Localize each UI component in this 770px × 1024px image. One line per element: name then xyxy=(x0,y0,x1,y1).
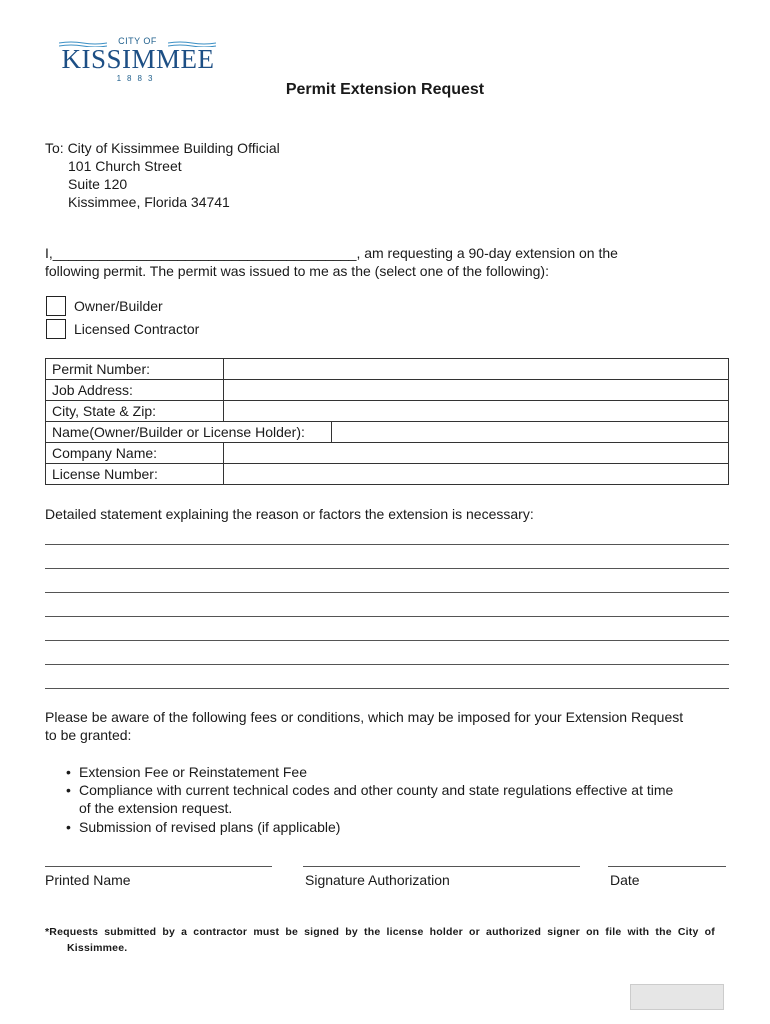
city-state-zip-label: City, State & Zip: xyxy=(46,401,224,422)
printed-name-label: Printed Name xyxy=(45,872,131,888)
printed-name-line[interactable] xyxy=(45,866,272,867)
request-line-1: I,_______________________________________, am requesting a 90-day extension on the xyxy=(45,245,618,261)
contractor-note-line-2: Kissimmee. xyxy=(67,942,128,954)
statement-line-2[interactable] xyxy=(45,568,729,569)
company-name-label: Company Name: xyxy=(46,443,224,464)
date-label: Date xyxy=(610,872,640,888)
owner-builder-checkbox[interactable] xyxy=(46,296,66,316)
address-suite: Suite 120 xyxy=(68,176,128,192)
page-title: Permit Extension Request xyxy=(285,81,485,98)
license-number-label: License Number: xyxy=(46,464,224,485)
license-number-field[interactable] xyxy=(224,464,729,485)
table-row xyxy=(46,464,729,485)
contractor-note-line-1: *Requests submitted by a contractor must be signed by the license holder or authorized signer on file with the City of xyxy=(45,926,715,938)
statement-line-4[interactable] xyxy=(45,616,729,617)
address-city: Kissimmee, Florida 34741 xyxy=(68,194,230,210)
statement-prompt: Detailed statement explaining the reason or factors the extension is necessary: xyxy=(45,506,534,522)
bullet-icon: • xyxy=(66,819,71,835)
statement-line-6[interactable] xyxy=(45,664,729,665)
fee-bullet-3: Submission of revised plans (if applicable) xyxy=(79,819,341,835)
signature-label: Signature Authorization xyxy=(305,872,450,888)
date-line[interactable] xyxy=(608,866,726,867)
fees-intro-line-2: to be granted: xyxy=(45,727,132,743)
logo-city-of: CITY OF xyxy=(118,36,157,46)
fee-bullet-2-line-2: of the extension request. xyxy=(79,800,233,816)
contractor-note xyxy=(45,924,730,956)
table-row xyxy=(46,359,729,380)
city-state-zip-field[interactable] xyxy=(224,401,729,422)
address-to: To: City of Kissimmee Building Official xyxy=(45,140,280,156)
holder-name-field[interactable] xyxy=(332,422,729,443)
table-row xyxy=(46,380,729,401)
request-line-2: following permit. The permit was issued to me as the (select one of the following): xyxy=(45,263,549,279)
owner-builder-label: Owner/Builder xyxy=(74,298,163,314)
table-row xyxy=(46,422,729,443)
fee-bullet-2-line-1: Compliance with current technical codes and other county and state regulations effective at time xyxy=(79,782,674,798)
address-street: 101 Church Street xyxy=(68,158,182,174)
permit-info-table xyxy=(45,358,729,485)
logo-name: KISSIMMEE xyxy=(61,44,215,74)
company-name-field[interactable] xyxy=(224,443,729,464)
statement-line-1[interactable] xyxy=(45,544,729,545)
page-navigation-box[interactable] xyxy=(630,984,724,1010)
table-row xyxy=(46,401,729,422)
licensed-contractor-label: Licensed Contractor xyxy=(74,321,200,337)
bullet-icon: • xyxy=(66,764,71,780)
table-row xyxy=(46,443,729,464)
job-address-field[interactable] xyxy=(224,380,729,401)
signature-line[interactable] xyxy=(303,866,580,867)
permit-number-field[interactable] xyxy=(224,359,729,380)
statement-line-7[interactable] xyxy=(45,688,729,689)
fee-bullet-1: Extension Fee or Reinstatement Fee xyxy=(79,764,308,780)
job-address-label: Job Address: xyxy=(46,380,224,401)
fees-intro-line-1: Please be aware of the following fees or conditions, which may be imposed for your Extension Request xyxy=(45,709,684,725)
logo-year: 1883 xyxy=(116,74,159,83)
statement-line-5[interactable] xyxy=(45,640,729,641)
bullet-icon: • xyxy=(66,782,71,798)
statement-line-3[interactable] xyxy=(45,592,729,593)
permit-number-label: Permit Number: xyxy=(46,359,224,380)
licensed-contractor-checkbox[interactable] xyxy=(46,319,66,339)
holder-name-label: Name(Owner/Builder or License Holder): xyxy=(46,422,332,443)
